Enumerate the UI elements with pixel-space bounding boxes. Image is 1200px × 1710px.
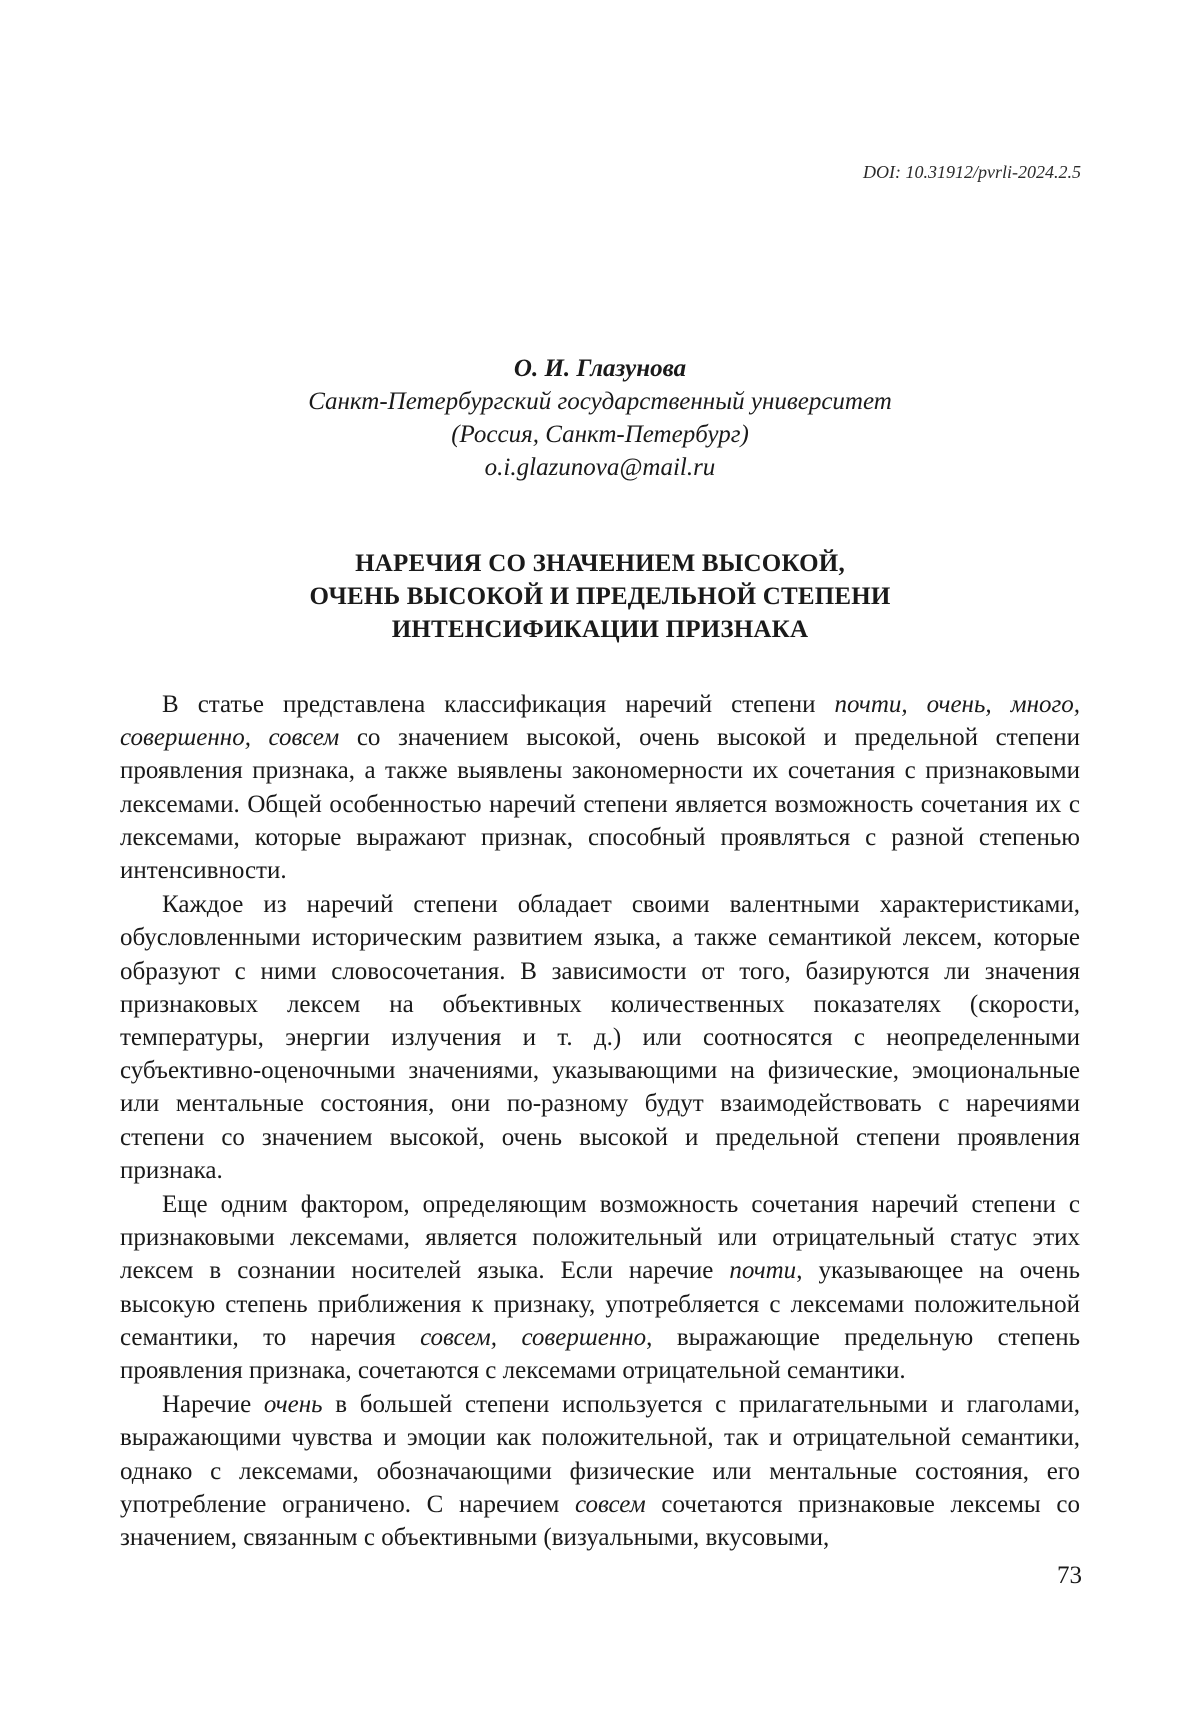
- paragraph-1-italic-terms: почти, очень, много, совершенно, совсем: [120, 691, 1080, 752]
- paragraph-4-italic-2: совсем: [575, 1490, 646, 1518]
- paragraph-3-text-b: , указывающее на очень высокую степень приближения к признаку, употребляется с лексемами положительной семантики, то наречия: [120, 1257, 1080, 1351]
- paragraph-1: [120, 688, 1080, 887]
- paragraph-1-text-b: со значением высокой, очень высокой и предельной степени проявления признака, а также выявлены закономерности их сочетания с признаковыми лексемами. Общей особенностью наречий степени является возможность сочетания их с лексемами, которые выражают признак, способный проявляться с разной степенью интенсивности.: [120, 724, 1081, 885]
- author-affiliation: Санкт-Петербургский государственный университет: [308, 388, 892, 415]
- paragraph-3-text-a: Еще одним фактором, определяющим возможность сочетания наречий степени с признаковыми лексемами, является положительный или отрицательный статус этих лексем в сознании носителей языка. Если наречие: [120, 1191, 1080, 1285]
- author-name: О. И. Глазунова: [513, 355, 687, 382]
- paragraph-2: Каждое из наречий степени обладает своими валентными характеристиками, обусловленными историческим развитием языка, а также семантикой лексем, которые образуют с ними словосочетания. В зависимости от того, базируются ли значения признаковых лексем на объективных количественных показателях (скорости, температуры, энергии излучения и т. д.) или соотносятся с неопределенными субъективно-оценочными значениями, указывающими на физические, эмоциональные или ментальные состояния, они по-разному будут взаимодействовать с наречиями степени со значением высокой, очень высокой и предельной степени проявления признака.: [120, 891, 1080, 1184]
- paragraph-4-text-c: сочетаются признаковые лексемы со значением, связанным с объективными (визуальными, вкусовыми,: [120, 1490, 1080, 1552]
- doi-label: DOI: 10.31912/pvrli-2024.2.5: [863, 162, 1081, 182]
- author-location: (Россия, Санкт-Петербург): [451, 421, 749, 448]
- author-email: o.i.glazunova@mail.ru: [484, 454, 716, 481]
- author-block: [0, 352, 1200, 484]
- paragraph-3-italic-2: совсем, совершенно: [420, 1323, 647, 1351]
- paragraph-3-italic-1: почти: [729, 1257, 797, 1285]
- paragraph-3: [120, 1188, 1080, 1387]
- paragraph-4-italic-1: очень: [263, 1391, 323, 1419]
- page-number: 73: [1057, 1562, 1082, 1589]
- paragraph-1-text-a: В статье представлена классификация наречий степени: [162, 691, 835, 718]
- paragraph-4-text-b: в большей степени используется с прилагательными и глаголами, выражающими чувства и эмоции как положительной, так и отрицательной семантики, однако с лексемами, обозначающими физические или ментальные состояния, его употребление ограничено. С наречием: [120, 1391, 1080, 1518]
- title-line-2: ОЧЕНЬ ВЫСОКОЙ И ПРЕДЕЛЬНОЙ СТЕПЕНИ: [309, 583, 891, 610]
- paragraph-4-text-a: Наречие: [162, 1391, 264, 1419]
- title-line-1: НАРЕЧИЯ СО ЗНАЧЕНИЕМ ВЫСОКОЙ,: [355, 550, 845, 577]
- paragraph-4: [120, 1388, 1080, 1554]
- paragraph-3-text-c: , выражающие предельную степень проявления признака, сочетаются с лексемами отрицательной семантики.: [120, 1323, 1080, 1385]
- title-line-3: ИНТЕНСИФИКАЦИИ ПРИЗНАКА: [391, 616, 809, 643]
- article-title: [0, 547, 1200, 646]
- article-body: [120, 688, 1080, 1555]
